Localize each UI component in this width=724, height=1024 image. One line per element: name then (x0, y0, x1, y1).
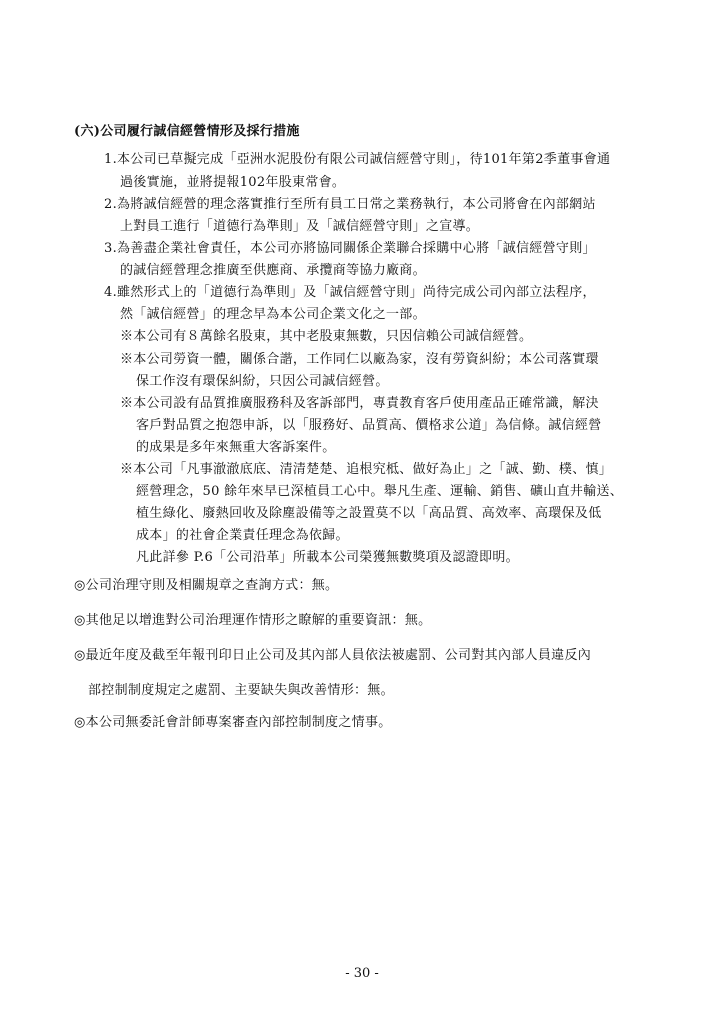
note-4-line-3: 植生綠化、廢熱回收及除塵設備等之設置莫不以「高品質、高效率、高環保及低 (136, 506, 602, 521)
page-number: - 30 - (345, 966, 379, 981)
bullet-other-info: ◎其他足以增進對公司治理運作情形之瞭解的重要資訊：無。 (74, 613, 432, 628)
note-3-line-1: ※本公司設有品質推廣服務科及客訴部門，專責教育客戶使用產品正確常識，解決 (120, 396, 599, 411)
note-4-line-1: ※本公司「凡事澈澈底底、清清楚楚、追根究柢、做好為止」之「誠、勤、樸、慎」 (120, 462, 613, 477)
list-item-3-line-1: 3.為善盡企業社會責任，本公司亦將協同關係企業聯合採購中心將「誠信經營守則」 (104, 241, 596, 256)
list-item-2-line-1: 2.為將誠信經營的理念落實推行至所有員工日常之業務執行，本公司將會在內部網站 (104, 197, 596, 212)
bullet-internal-control: ◎本公司無委託會計師專案審查內部控制制度之情事。 (74, 715, 392, 730)
bullet-penalties-line-1: ◎最近年度及截至年報刊印日止公司及其內部人員依法被處罰、公司對其內部人員違反內 (74, 648, 592, 663)
bullet-governance-rules: ◎公司治理守則及相關規章之查詢方式：無。 (74, 578, 339, 593)
note-4-line-4: 成本」的社會企業責任理念為依歸。 (136, 528, 349, 543)
list-item-1-line-2: 過後實施，並將提報102年股東常會。 (120, 175, 346, 190)
note-2-line-2: 保工作沒有環保糾紛，只因公司誠信經營。 (136, 374, 389, 389)
note-2-line-1: ※本公司勞資一體，關係合諧，工作同仁以廠為家，沒有勞資糾紛；本公司落實環 (120, 352, 599, 367)
list-item-4-line-2: 然「誠信經營」的理念早為本公司企業文化之一部。 (120, 307, 426, 322)
list-item-1-line-1: 1.本公司已草擬完成「亞洲水泥股份有限公司誠信經營守則」，待101年第2季董事會通 (104, 152, 611, 167)
note-3-line-3: 的成果是多年來無重大客訴案件。 (136, 440, 336, 455)
note-1-line-1: ※本公司有８萬餘名股東，其中老股東無數，只因信賴公司誠信經營。 (120, 329, 533, 344)
reference-note: 凡此詳參 P.6「公司沿革」所載本公司榮獲無數獎項及認證即明。 (136, 550, 519, 565)
note-3-line-2: 客戶對品質之抱怨申訴，以「服務好、品質高、價格求公道」為信條。誠信經營 (136, 418, 602, 433)
bullet-penalties-line-2: 部控制制度規定之處罰、主要缺失與改善情形：無。 (88, 683, 394, 698)
list-item-4-line-1: 4.雖然形式上的「道德行為準則」及「誠信經營守則」尚待完成公司內部立法程序， (104, 285, 596, 300)
list-item-2-line-2: 上對員工進行「道德行為準則」及「誠信經營守則」之宣導。 (120, 219, 480, 234)
list-item-3-line-2: 的誠信經營理念推廣至供應商、承攬商等協力廠商。 (120, 263, 426, 278)
note-4-line-2: 經營理念，50 餘年來早已深植員工心中。舉凡生產、運輸、銷售、礦山直井輸送、 (136, 484, 624, 499)
section-heading: (六)公司履行誠信經營情形及採行措施 (74, 124, 300, 139)
